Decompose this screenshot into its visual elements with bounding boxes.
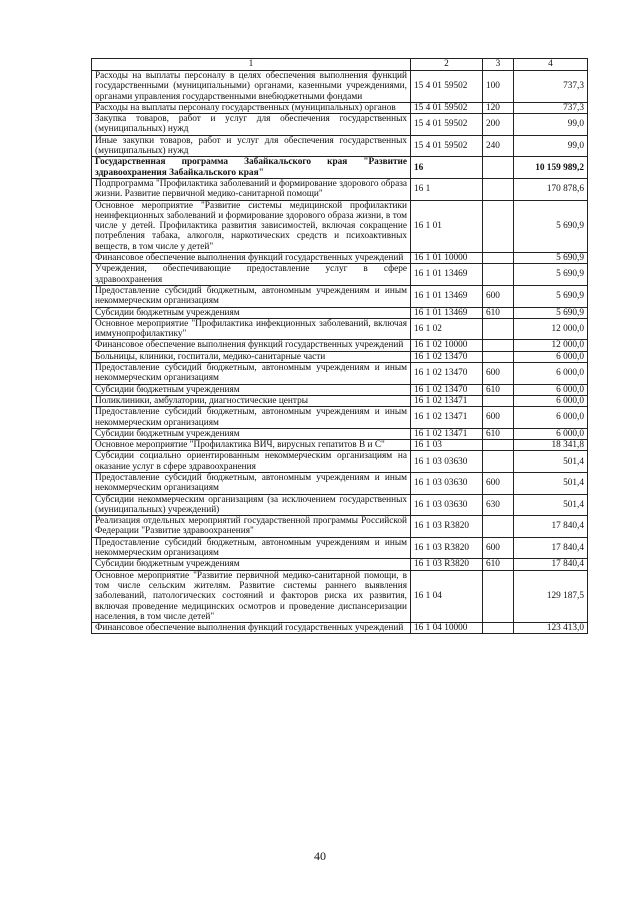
row-amount: 6 000,0 <box>514 351 588 362</box>
row-type: 630 <box>483 494 514 516</box>
table-row <box>92 363 588 385</box>
row-code: 16 1 04 10000 <box>411 623 483 634</box>
row-code: 15 4 01 59502 <box>411 135 483 157</box>
column-header-type: 3 <box>483 59 514 71</box>
row-name: Подпрограмма "Профилактика заболеваний и формирование здорового образа жизни. Развитие первичной медико-санитарной помощи" <box>92 178 411 200</box>
row-name: Субсидии социально ориентированным некоммерческим организациям на оказание услуг в сфере здравоохранения <box>92 451 411 473</box>
row-code: 16 1 03 03630 <box>411 472 483 494</box>
row-code: 16 1 02 10000 <box>411 340 483 351</box>
row-name: Предоставление субсидий бюджетным, автономным учреждениям и иным некоммерческим организациям <box>92 472 411 494</box>
row-type <box>483 623 514 634</box>
table-row <box>92 395 588 406</box>
row-name: Субсидии бюджетным учреждениям <box>92 428 411 439</box>
row-amount: 170 878,6 <box>514 178 588 200</box>
table-body <box>92 71 588 634</box>
row-code: 16 1 01 13469 <box>411 285 483 307</box>
table-row <box>92 307 588 318</box>
row-type <box>483 264 514 286</box>
table-row <box>92 559 588 570</box>
row-amount: 501,4 <box>514 451 588 473</box>
row-type: 600 <box>483 472 514 494</box>
row-amount: 6 000,0 <box>514 428 588 439</box>
row-amount: 5 690,9 <box>514 307 588 318</box>
row-code: 15 4 01 59502 <box>411 71 483 103</box>
row-amount: 6 000,0 <box>514 384 588 395</box>
row-amount: 6 000,0 <box>514 363 588 385</box>
row-amount: 99,0 <box>514 135 588 157</box>
table-row <box>92 178 588 200</box>
table-row <box>92 114 588 136</box>
row-type: 610 <box>483 307 514 318</box>
row-amount: 501,4 <box>514 472 588 494</box>
table-row <box>92 71 588 103</box>
row-name: Предоставление субсидий бюджетным, автономным учреждениям и иным некоммерческим организациям <box>92 363 411 385</box>
table-row <box>92 253 588 264</box>
row-amount: 5 690,9 <box>514 253 588 264</box>
row-amount: 12 000,0 <box>514 318 588 340</box>
row-amount: 737,3 <box>514 71 588 103</box>
row-code: 16 1 03 R3820 <box>411 516 483 538</box>
row-amount: 6 000,0 <box>514 395 588 406</box>
row-name: Расходы на выплаты персоналу в целях обеспечения выполнения функций государственными (муниципальными) органами, казенными учреждениями, органами управления государственными внебюджетными фондами <box>92 71 411 103</box>
column-header-name: 1 <box>92 59 411 71</box>
row-code: 16 1 03 <box>411 440 483 451</box>
row-code: 16 1 03 03630 <box>411 451 483 473</box>
row-amount: 10 159 989,2 <box>514 157 588 179</box>
row-amount: 17 840,4 <box>514 537 588 559</box>
table-header-row <box>92 59 588 71</box>
row-code: 16 1 02 <box>411 318 483 340</box>
table-row <box>92 516 588 538</box>
row-type <box>483 351 514 362</box>
row-amount: 17 840,4 <box>514 516 588 538</box>
row-amount: 6 000,0 <box>514 407 588 429</box>
row-amount: 5 690,9 <box>514 200 588 252</box>
row-name: Поликлиники, амбулатории, диагностические центры <box>92 395 411 406</box>
row-name: Основное мероприятие "Профилактика ВИЧ, вирусных гепатитов В и С" <box>92 440 411 451</box>
table-row <box>92 157 588 179</box>
row-type <box>483 200 514 252</box>
table-row <box>92 264 588 286</box>
row-code: 15 4 01 59502 <box>411 114 483 136</box>
table-row <box>92 200 588 252</box>
row-code: 16 1 03 03630 <box>411 494 483 516</box>
row-type: 610 <box>483 384 514 395</box>
table-row <box>92 351 588 362</box>
row-name: Финансовое обеспечение выполнения функций государственных учреждений <box>92 340 411 351</box>
row-amount: 129 187,5 <box>514 570 588 622</box>
row-name: Основное мероприятие "Развитие первичной медико-санитарной помощи, в том числе сельским жителям. Развитие системы раннего выявления заболеваний, патологических состояний и факторов риска их развития, включая проведение медицинских осмотров и проведение диспансеризации населения, в том числе детей" <box>92 570 411 622</box>
row-type: 100 <box>483 71 514 103</box>
row-code: 16 1 04 <box>411 570 483 622</box>
row-code: 16 1 01 13469 <box>411 307 483 318</box>
row-code: 16 1 <box>411 178 483 200</box>
row-amount: 5 690,9 <box>514 264 588 286</box>
row-type: 120 <box>483 102 514 113</box>
row-code: 16 1 01 <box>411 200 483 252</box>
row-name: Расходы на выплаты персоналу государственных (муниципальных) органов <box>92 102 411 113</box>
row-code: 16 1 02 13471 <box>411 407 483 429</box>
row-name: Предоставление субсидий бюджетным, автономным учреждениям и иным некоммерческим организациям <box>92 407 411 429</box>
column-header-amount: 4 <box>514 59 588 71</box>
row-type <box>483 157 514 179</box>
row-type <box>483 516 514 538</box>
table-row <box>92 318 588 340</box>
table-row <box>92 537 588 559</box>
column-header-code: 2 <box>411 59 483 71</box>
row-type: 600 <box>483 537 514 559</box>
table-row <box>92 451 588 473</box>
row-code: 16 1 02 13470 <box>411 363 483 385</box>
row-type <box>483 440 514 451</box>
row-type <box>483 178 514 200</box>
document-sheet <box>91 58 587 634</box>
row-code: 16 1 01 13469 <box>411 264 483 286</box>
table-row <box>92 407 588 429</box>
row-type <box>483 340 514 351</box>
row-code: 16 1 03 R3820 <box>411 537 483 559</box>
row-code: 16 1 02 13471 <box>411 428 483 439</box>
row-type <box>483 395 514 406</box>
row-code: 16 1 02 13470 <box>411 351 483 362</box>
row-name: Финансовое обеспечение выполнения функций государственных учреждений <box>92 623 411 634</box>
row-amount: 123 413,0 <box>514 623 588 634</box>
row-name: Государственная программа Забайкальского края "Развитие здравоохранения Забайкальского края" <box>92 157 411 179</box>
row-type: 610 <box>483 428 514 439</box>
table-row <box>92 285 588 307</box>
row-amount: 501,4 <box>514 494 588 516</box>
row-name: Финансовое обеспечение выполнения функций государственных учреждений <box>92 253 411 264</box>
row-amount: 18 341,8 <box>514 440 588 451</box>
row-name: Больницы, клиники, госпитали, медико-санитарные части <box>92 351 411 362</box>
page-number: 40 <box>314 849 326 863</box>
row-amount: 5 690,9 <box>514 285 588 307</box>
row-type: 600 <box>483 363 514 385</box>
table-row <box>92 440 588 451</box>
row-type: 240 <box>483 135 514 157</box>
row-name: Субсидии бюджетным учреждениям <box>92 559 411 570</box>
table-row <box>92 623 588 634</box>
row-code: 16 1 03 R3820 <box>411 559 483 570</box>
row-type: 600 <box>483 407 514 429</box>
row-amount: 12 000,0 <box>514 340 588 351</box>
row-name: Учреждения, обеспечивающие предоставление услуг в сфере здравоохранения <box>92 264 411 286</box>
row-type <box>483 570 514 622</box>
table-row <box>92 102 588 113</box>
row-code: 16 1 02 13470 <box>411 384 483 395</box>
table-row <box>92 340 588 351</box>
row-name: Субсидии бюджетным учреждениям <box>92 307 411 318</box>
row-type: 600 <box>483 285 514 307</box>
row-code: 16 <box>411 157 483 179</box>
row-type <box>483 318 514 340</box>
row-code: 15 4 01 59502 <box>411 102 483 113</box>
budget-table <box>91 58 588 634</box>
table-row <box>92 494 588 516</box>
table-row <box>92 384 588 395</box>
row-name: Основное мероприятие "Развитие системы медицинской профилактики неинфекционных заболеваний и формирование здорового образа жизни, в том числе у детей. Профилактика развития зависимостей, включая сокращение потребления табака, алкоголя, наркотических средств и психоактивных веществ, в том числе у детей" <box>92 200 411 252</box>
row-name: Предоставление субсидий бюджетным, автономным учреждениям и иным некоммерческим организациям <box>92 285 411 307</box>
table-row <box>92 472 588 494</box>
row-type: 610 <box>483 559 514 570</box>
table-row <box>92 428 588 439</box>
row-name: Закупка товаров, работ и услуг для обеспечения государственных (муниципальных) нужд <box>92 114 411 136</box>
row-type: 200 <box>483 114 514 136</box>
table-row <box>92 570 588 622</box>
row-amount: 99,0 <box>514 114 588 136</box>
row-code: 16 1 01 10000 <box>411 253 483 264</box>
row-amount: 17 840,4 <box>514 559 588 570</box>
row-code: 16 1 02 13471 <box>411 395 483 406</box>
row-name: Субсидии бюджетным учреждениям <box>92 384 411 395</box>
row-name: Реализация отдельных мероприятий государственной программы Российской Федерации "Развитие здравоохранения" <box>92 516 411 538</box>
row-type <box>483 451 514 473</box>
row-amount: 737,3 <box>514 102 588 113</box>
row-name: Субсидии некоммерческим организациям (за исключением государственных (муниципальных) учреждений) <box>92 494 411 516</box>
row-name: Иные закупки товаров, работ и услуг для обеспечения государственных (муниципальных) нужд <box>92 135 411 157</box>
row-name: Предоставление субсидий бюджетным, автономным учреждениям и иным некоммерческим организациям <box>92 537 411 559</box>
row-type <box>483 253 514 264</box>
table-row <box>92 135 588 157</box>
row-name: Основное мероприятие "Профилактика инфекционных заболеваний, включая иммунопрофилактику" <box>92 318 411 340</box>
